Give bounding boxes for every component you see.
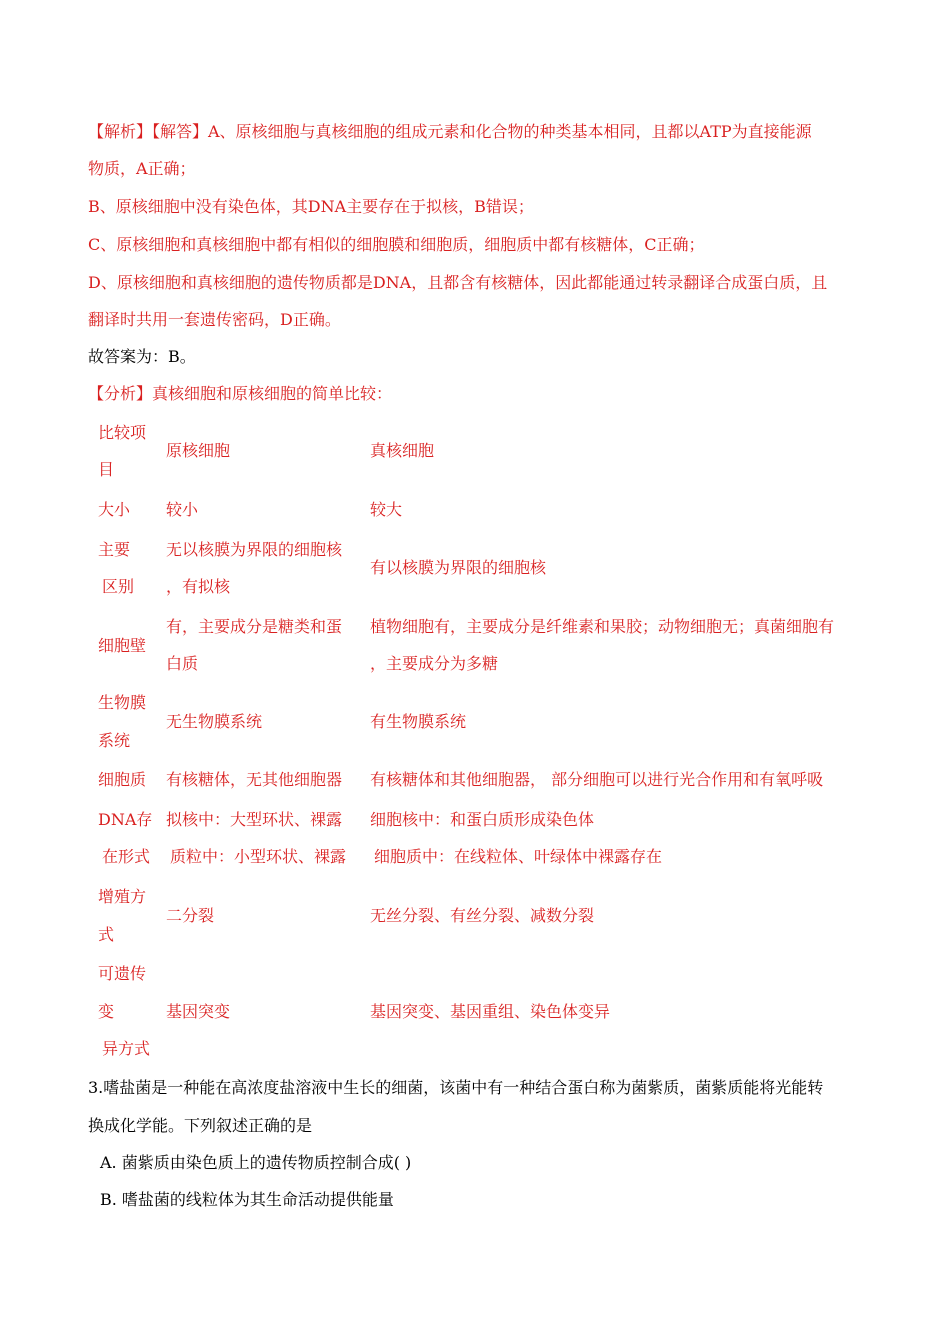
table-header-item: 比较项: [98, 423, 147, 442]
row-main-diff-item-cont: 区别: [102, 577, 135, 596]
row-dna-eukaryote-cont: 细胞质中：在线粒体、叶绿体中裸露存在: [374, 847, 663, 866]
row-main-diff-eukaryote: 有以核膜为界限的细胞核: [370, 558, 547, 577]
row-biomembrane-item-cont: 系统: [98, 731, 131, 750]
row-cytoplasm-prokaryote: 有核糖体，无其他细胞器: [166, 770, 343, 789]
row-dna-item: DNA存: [98, 810, 153, 829]
row-cell-wall-eukaryote-cont: ，主要成分为多糖: [370, 654, 499, 673]
row-reproduction-item: 增殖方: [98, 887, 147, 906]
row-cell-wall-prokaryote-cont: 白质: [166, 654, 199, 673]
row-size-prokaryote: 较小: [166, 500, 199, 519]
answer-line: 故答案为：B。: [88, 347, 196, 366]
question-3-option-b: B. 嗜盐菌的线粒体为其生命活动提供能量: [100, 1190, 394, 1209]
row-dna-item-cont: 在形式: [102, 847, 151, 866]
row-dna-prokaryote: 拟核中：大型环状、裸露: [166, 810, 343, 829]
row-variation-item-cont2: 异方式: [102, 1039, 151, 1058]
row-cell-wall-eukaryote: 植物细胞有，主要成分是纤维素和果胶；动物细胞无；真菌细胞有: [370, 617, 835, 636]
row-size-eukaryote: 较大: [370, 500, 403, 519]
question-3-option-a: A. 菌紫质由染色质上的遗传物质控制合成( ): [100, 1153, 412, 1172]
table-header-item-cont: 目: [98, 460, 115, 479]
table-header-prokaryote: 原核细胞: [166, 441, 231, 460]
row-main-diff-item: 主要: [98, 540, 131, 559]
table-header-eukaryote: 真核细胞: [370, 441, 435, 460]
row-cell-wall-item: 细胞壁: [98, 636, 147, 655]
row-variation-item: 可遗传: [98, 964, 147, 983]
explanation-line-5: D、原核细胞和真核细胞的遗传物质都是DNA，且都含有核糖体，因此都能通过转录翻译合成蛋白质，且: [88, 273, 828, 292]
row-reproduction-prokaryote: 二分裂: [166, 906, 215, 925]
row-reproduction-item-cont: 式: [98, 925, 115, 944]
row-dna-eukaryote: 细胞核中：和蛋白质形成染色体: [370, 810, 595, 829]
explanation-line-4: C、原核细胞和真核细胞中都有相似的细胞膜和细胞质，细胞质中都有核糖体，C正确；: [88, 235, 705, 254]
row-cytoplasm-eukaryote: 有核糖体和其他细胞器， 部分细胞可以进行光合作用和有氧呼吸: [370, 770, 824, 789]
row-cell-wall-prokaryote: 有，主要成分是糖类和蛋: [166, 617, 343, 636]
question-3-stem: 3.嗜盐菌是一种能在高浓度盐溶液中生长的细菌，该菌中有一种结合蛋白称为菌紫质，菌紫质能将光能转: [88, 1078, 824, 1097]
explanation-line-1: 【解析】【解答】A、原核细胞与真核细胞的组成元素和化合物的种类基本相同，且都以ATP为直接能源: [88, 122, 812, 141]
row-reproduction-eukaryote: 无丝分裂、有丝分裂、减数分裂: [370, 906, 595, 925]
explanation-line-3: B、原核细胞中没有染色体，其DNA主要存在于拟核，B错误；: [88, 197, 534, 216]
analysis-heading: 【分析】真核细胞和原核细胞的简单比较：: [88, 384, 393, 403]
row-biomembrane-prokaryote: 无生物膜系统: [166, 712, 263, 731]
row-variation-item-cont: 变: [98, 1002, 115, 1021]
row-variation-eukaryote: 基因突变、基因重组、染色体变异: [370, 1002, 611, 1021]
row-biomembrane-eukaryote: 有生物膜系统: [370, 712, 467, 731]
row-main-diff-prokaryote-cont: ，有拟核: [166, 577, 231, 596]
explanation-line-6: 翻译时共用一套遗传密码，D正确。: [88, 310, 341, 329]
row-dna-prokaryote-cont: 质粒中：小型环状、裸露: [170, 847, 347, 866]
explanation-line-2: 物质，A正确；: [88, 159, 196, 178]
row-size-item: 大小: [98, 500, 131, 519]
row-biomembrane-item: 生物膜: [98, 693, 147, 712]
row-variation-prokaryote: 基因突变: [166, 1002, 231, 1021]
question-3-stem-cont: 换成化学能。下列叙述正确的是: [88, 1116, 313, 1135]
row-cytoplasm-item: 细胞质: [98, 770, 147, 789]
row-main-diff-prokaryote: 无以核膜为界限的细胞核: [166, 540, 343, 559]
